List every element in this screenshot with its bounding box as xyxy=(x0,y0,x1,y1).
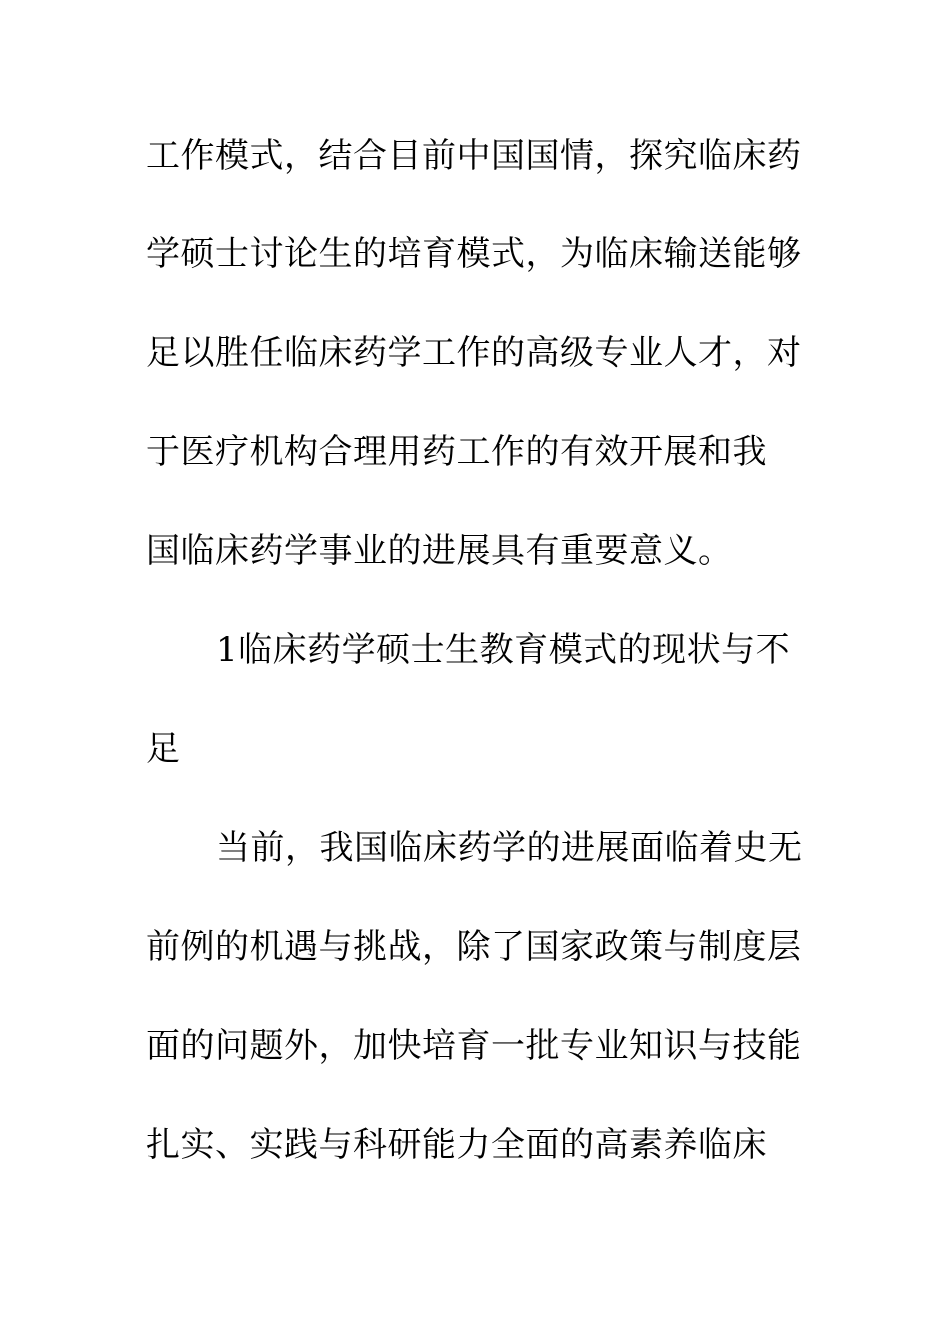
text-line-11: 扎实、实践与科研能力全面的高素养临床 xyxy=(146,1125,767,1165)
text-line-9: 前例的机遇与挑战，除了国家政策与制度层 xyxy=(146,927,802,967)
text-line-1: 工作模式，结合目前中国国情，探究临床药 xyxy=(146,136,802,176)
text-line-4: 于医疗机构合理用药工作的有效开展和我 xyxy=(146,432,767,472)
text-line-2: 学硕士讨论生的培育模式，为临床输送能够 xyxy=(146,234,802,274)
text-line-5: 国临床药学事业的进展具有重要意义。 xyxy=(146,531,733,571)
text-line-8: 当前，我国临床药学的进展面临着史无 xyxy=(216,828,803,868)
section-heading-line-2: 足 xyxy=(146,729,181,769)
text-line-3: 足以胜任临床药学工作的高级专业人才，对 xyxy=(146,333,802,373)
section-heading-line-1: 1临床药学硕士生教育模式的现状与不 xyxy=(216,630,791,670)
text-line-10: 面的问题外，加快培育一批专业知识与技能 xyxy=(146,1026,802,1066)
